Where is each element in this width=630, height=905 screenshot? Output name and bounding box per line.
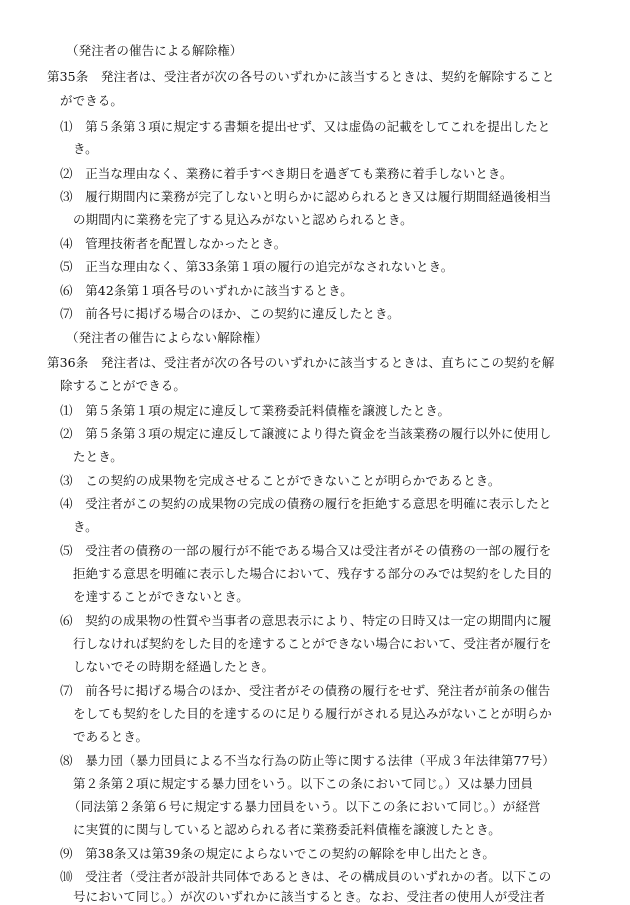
article-35-item-5: ⑸ 正当な理由なく、第33条第１項の履行の追完がなされないとき。 [60,259,454,274]
article-36-heading: （発注者の催告によらない解除権） [66,330,268,345]
article-36-item-6-cont: 行しなければ契約をした目的を達することができない場合において、受注者が履行を [73,636,552,651]
article-36-item-7: ⑺ 前各号に掲げる場合のほか、受注者がその債務の履行をせず、発注者が前条の催告 [60,683,551,698]
article-36-item-4: ⑷ 受注者がこの契約の成果物の完成の債務の履行を拒絶する意思を明確に表示したと [60,496,552,511]
article-36-item-9: ⑼ 第38条又は第39条の規定によらないでこの契約の解除を申し出たとき。 [60,846,495,861]
article-35-item-3-cont: の期間内に業務を完了する見込みがないと認められるとき。 [73,212,413,227]
article-36-item-8-cont2: （同法第２条第６号に規定する暴力団員をいう。以下この条において同じ。）が経営 [68,799,541,814]
article-35-heading: （発注者の催告による解除権） [66,43,243,58]
article-36-item-2-cont: たとき。 [73,449,123,464]
article-35-item-3: ⑶ 履行期間内に業務が完了しないと明らかに認められるとき又は履行期間経過後相当 [60,189,552,204]
article-36-item-8: ⑻ 暴力団（暴力団員による不当な行為の防止等に関する法律（平成３年法律第77号） [60,753,555,768]
article-36-item-2: ⑵ 第５条第３項の規定に違反して譲渡により得た資金を当該業務の履行以外に使用し [60,426,552,441]
article-36-item-1: ⑴ 第５条第１項の規定に違反して業務委託料債権を譲渡したとき。 [60,403,451,418]
article-36-text-cont: 除することができる。 [60,378,187,393]
article-36-item-6: ⑹ 契約の成果物の性質や当事者の意思表示により、特定の日時又は一定の期間内に履 [60,613,552,628]
article-35-item-6: ⑹ 第42条第１項各号のいずれかに該当するとき。 [60,283,353,298]
article-35-item-4: ⑷ 管理技術者を配置しなかったとき。 [60,236,287,251]
article-35-text-cont: ができる。 [60,93,124,108]
article-36-item-5-cont2: を達することができないとき。 [73,589,249,604]
article-36-item-3: ⑶ この契約の成果物を完成させることができないことが明らかであるとき。 [60,473,501,488]
article-35-item-1: ⑴ 第５条第３項に規定する書類を提出せず、又は虚偽の記載をしてこれを提出したと [60,119,551,134]
article-36-item-8-cont3: に実質的に関与していると認められる者に業務委託料債権を譲渡したとき。 [73,822,501,837]
article-36-item-5: ⑸ 受注者の債務の一部の履行が不能である場合又は受注者がその債務の一部の履行を [60,543,552,558]
article-35-item-7: ⑺ 前各号に掲げる場合のほか、この契約に違反したとき。 [60,306,400,321]
article-36-item-6-cont2: しないでその時期を経過したとき。 [73,659,275,674]
article-36-item-4-cont: き。 [73,519,98,534]
article-35-item-1-cont: き。 [73,141,98,156]
article-36-item-7-cont2: であるとき。 [73,729,149,744]
article-35-text: 第35条 発注者は、受注者が次の各号のいずれかに該当するときは、契約を解除すること [47,69,555,84]
article-36-item-7-cont: をしても契約をした目的を達するのに足りる履行がされる見込みがないことが明らか [73,706,552,721]
article-36-item-10: ⑽ 受注者（受注者が設計共同体であるときは、その構成員のいずれかの者。以下この [60,869,552,884]
article-36-item-10-cont: 号において同じ。）が次のいずれかに該当するとき。なお、受注者の使用人が受注者 [73,889,546,904]
article-35-item-2: ⑵ 正当な理由なく、業務に着手すべき期日を過ぎても業務に着手しないとき。 [60,166,513,181]
article-36-text: 第36条 発注者は、受注者が次の各号のいずれかに該当するときは、直ちにこの契約を解 [47,355,555,370]
article-36-item-5-cont: 拒絶する意思を明確に表示した場合において、残存する部分のみでは契約をした目的 [73,566,552,581]
article-36-item-8-cont: 第２条第２項に規定する暴力団をいう。以下この条において同じ。）又は暴力団員 [73,776,533,791]
